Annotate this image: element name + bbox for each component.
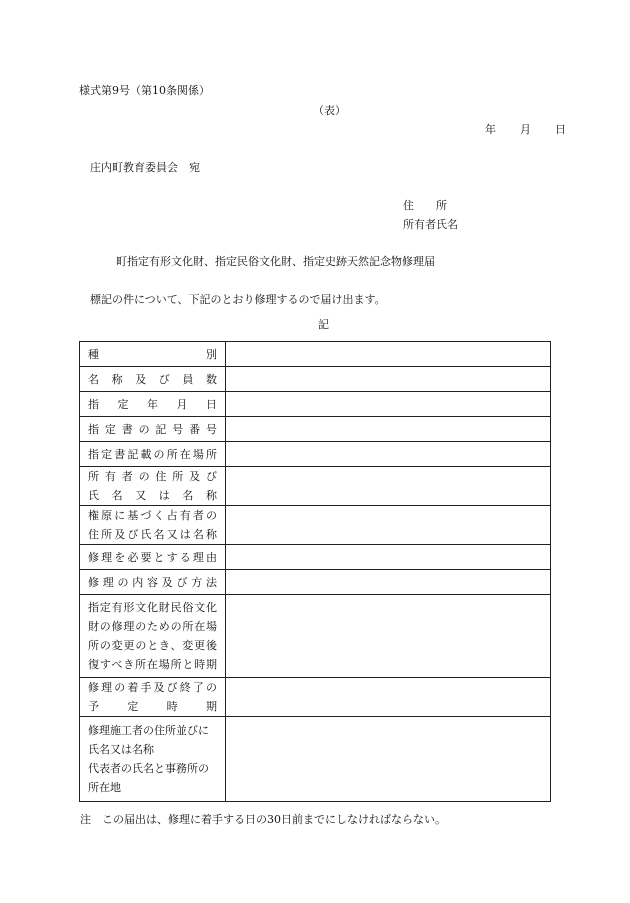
row-value-field[interactable] xyxy=(226,570,551,595)
row-label xyxy=(80,717,226,802)
table-row xyxy=(80,417,551,442)
date-line xyxy=(485,121,566,137)
table-row xyxy=(80,392,551,417)
date-day: 日 xyxy=(555,123,566,136)
row-value-field[interactable] xyxy=(226,595,551,678)
table-row xyxy=(80,678,551,717)
row-value-field[interactable] xyxy=(226,442,551,467)
footnote: 注 この届出は、修理に着手する日の30日前までにしなければならない。 xyxy=(80,813,446,826)
row-label-line: 修理の内容及び方法 xyxy=(88,575,217,589)
table-row xyxy=(80,545,551,570)
row-label xyxy=(80,678,226,717)
table-row xyxy=(80,717,551,802)
row-label-line: 修理の着手及び終了の xyxy=(88,681,217,694)
row-label-line: 所有者の住所及び xyxy=(88,470,217,483)
row-label xyxy=(80,545,226,570)
row-label-line: 指定有形文化財民俗文化 xyxy=(88,601,217,614)
form-number: 様式第9号（第10条関係） xyxy=(79,84,210,97)
row-label-line: 修理を必要とする理由 xyxy=(88,550,217,564)
table-row xyxy=(80,570,551,595)
row-label xyxy=(80,367,226,392)
row-value-field[interactable] xyxy=(226,392,551,417)
row-label xyxy=(80,342,226,367)
row-label-line: 氏名又は名称 xyxy=(88,489,217,502)
form-table xyxy=(79,341,551,802)
table-row xyxy=(80,442,551,467)
intro-text: 標記の件について、下記のとおり修理するので届け出ます。 xyxy=(90,293,386,306)
row-label-line: 所の変更のとき、変更後 xyxy=(88,639,217,652)
row-label xyxy=(80,392,226,417)
row-label xyxy=(80,506,226,545)
applicant-block xyxy=(403,196,458,234)
row-label xyxy=(80,417,226,442)
table-row xyxy=(80,342,551,367)
row-label-line: 権原に基づく占有者の xyxy=(88,509,217,522)
row-label-line: 指定書記載の所在場所 xyxy=(88,447,217,461)
row-value-field[interactable] xyxy=(226,506,551,545)
row-label-line: 財の修理のための所在場 xyxy=(88,620,217,633)
row-label-line: 修理施工者の住所並びに xyxy=(88,724,209,737)
row-label xyxy=(80,442,226,467)
row-label xyxy=(80,467,226,506)
row-label-line: 氏名又は名称 xyxy=(88,743,154,756)
row-label-line: 指定書の記号番号 xyxy=(88,422,217,436)
date-year: 年 xyxy=(485,123,496,136)
row-value-field[interactable] xyxy=(226,717,551,802)
row-value-field[interactable] xyxy=(226,342,551,367)
table-row xyxy=(80,467,551,506)
page-side-label: （表） xyxy=(313,104,346,117)
addressee: 庄内町教育委員会 宛 xyxy=(90,161,200,174)
document-title: 町指定有形文化財、指定民俗文化財、指定史跡天然記念物修理届 xyxy=(116,255,435,268)
row-value-field[interactable] xyxy=(226,467,551,506)
row-label-line: 予定時期 xyxy=(88,700,217,713)
address-label: 住 所 xyxy=(403,199,447,212)
table-row xyxy=(80,595,551,678)
row-label xyxy=(80,570,226,595)
table-row xyxy=(80,367,551,392)
date-month: 月 xyxy=(520,123,531,136)
table-row xyxy=(80,506,551,545)
row-value-field[interactable] xyxy=(226,417,551,442)
row-value-field[interactable] xyxy=(226,545,551,570)
row-value-field[interactable] xyxy=(226,678,551,717)
row-label-line: 代表者の氏名と事務所の xyxy=(88,762,209,775)
row-label-line: 種 別 xyxy=(88,347,217,361)
row-label-line: 名称及び員数 xyxy=(88,372,217,386)
row-label-line: 指定年月日 xyxy=(88,397,217,411)
row-label-line: 所在地 xyxy=(88,781,121,794)
owner-name-label: 所有者氏名 xyxy=(403,218,458,231)
row-label xyxy=(80,595,226,678)
row-label-line: 住所及び氏名又は名称 xyxy=(88,528,217,541)
row-value-field[interactable] xyxy=(226,367,551,392)
row-label-line: 復すべき所在場所と時期 xyxy=(88,658,217,671)
ki-heading: 記 xyxy=(318,318,329,331)
